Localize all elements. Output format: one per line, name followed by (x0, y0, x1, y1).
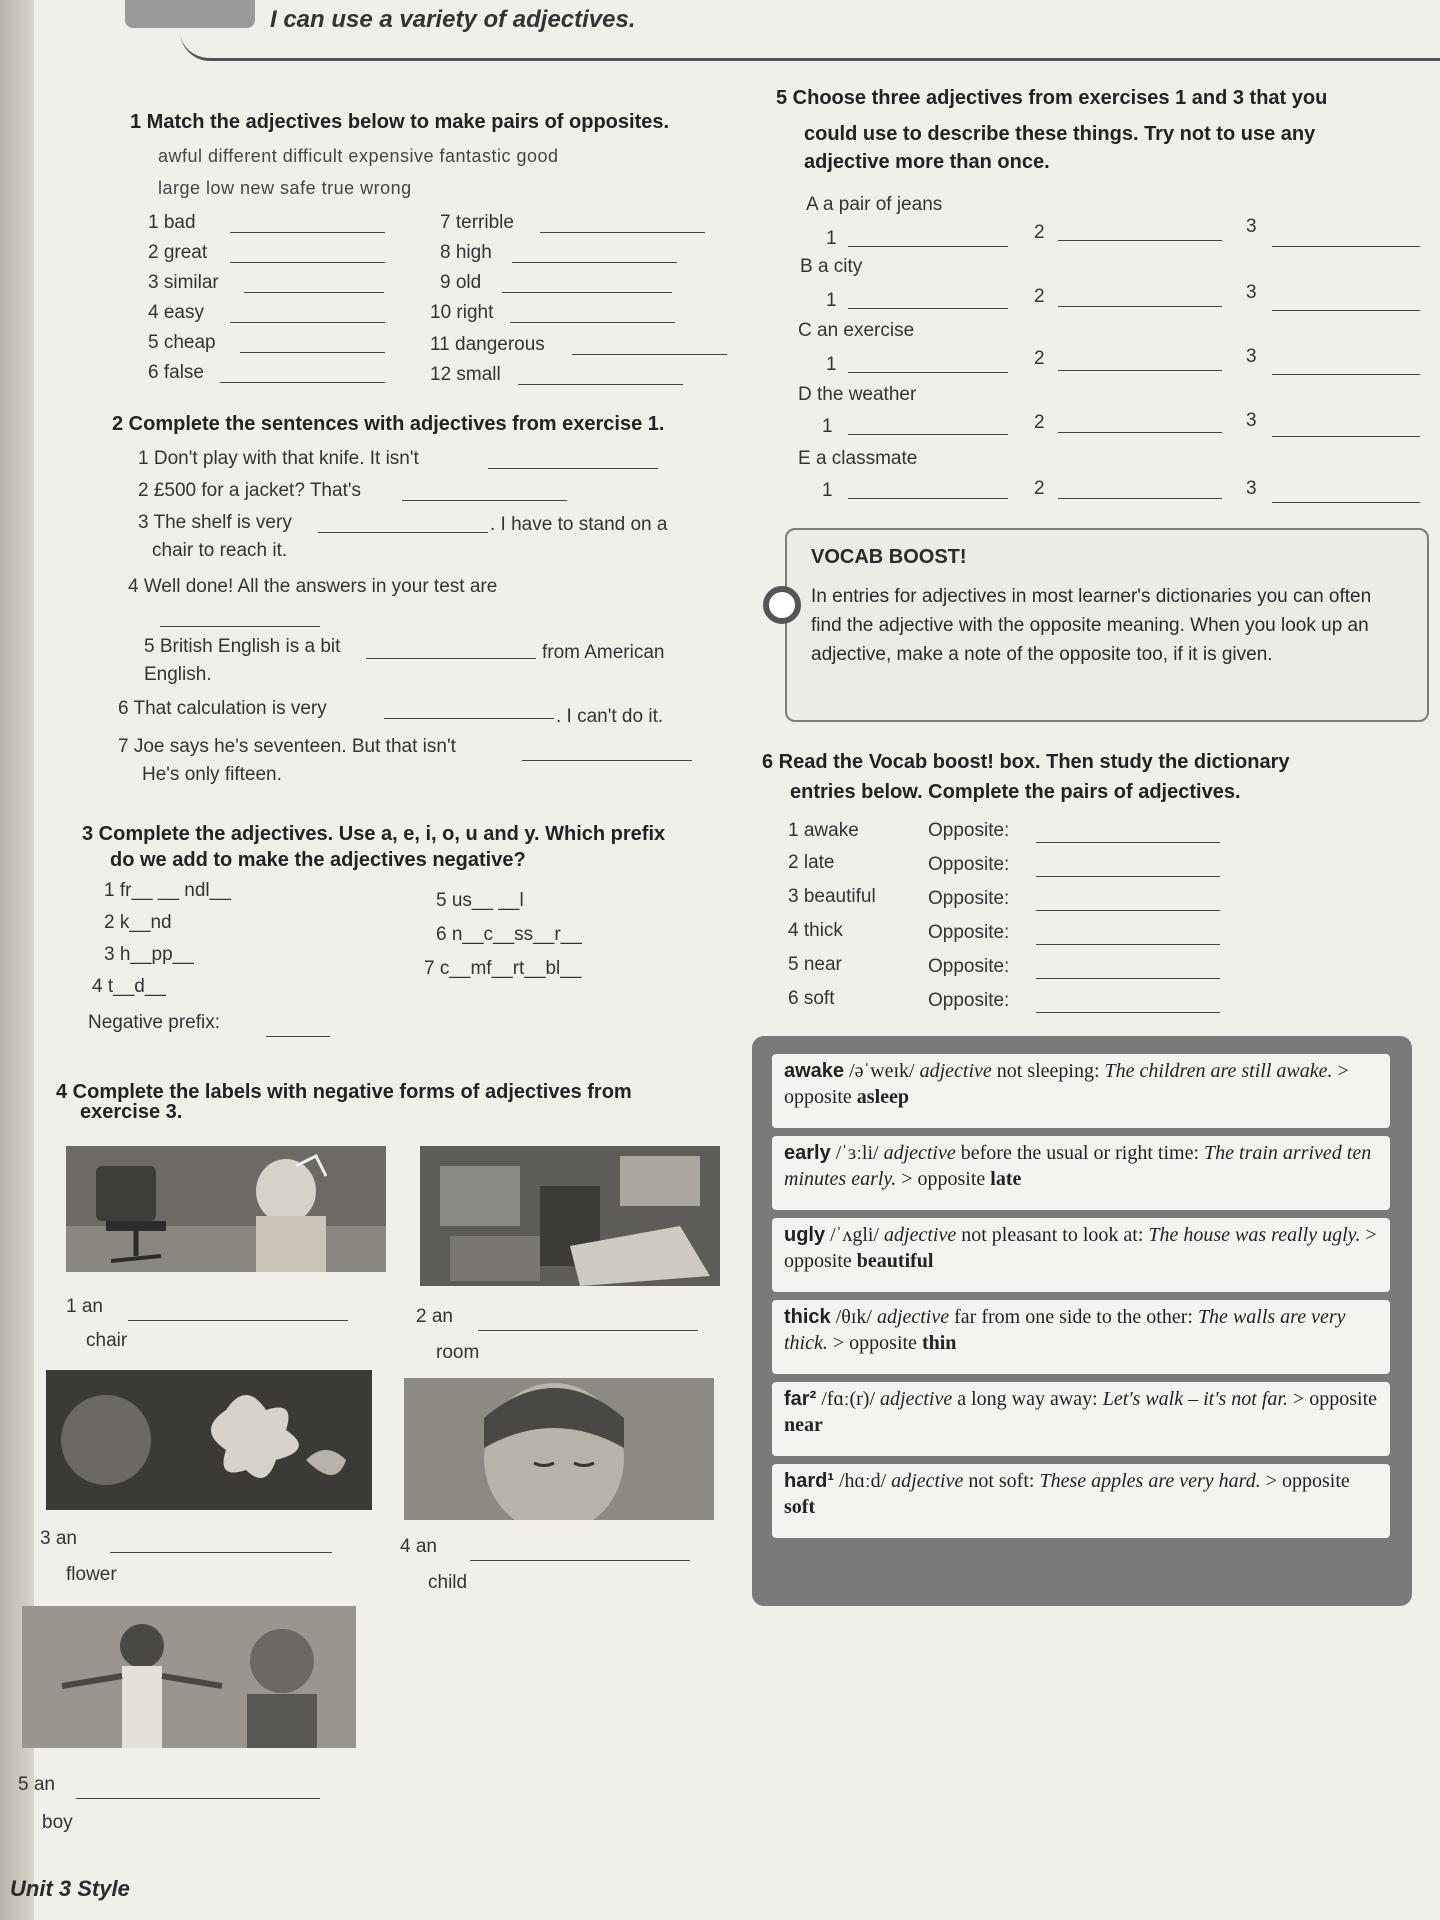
page-objective: I can use a variety of adjectives. (270, 6, 636, 33)
ex5-heading-cont: adjective more than once. (804, 151, 1050, 173)
ex1-item: 2 great (148, 242, 208, 263)
ex2-answer-line[interactable] (488, 468, 658, 469)
ex2-sentence: 5 British English is a bit (144, 636, 341, 657)
ex6-item: 6 soft (788, 988, 835, 1009)
ex4-label-1-noun: chair (86, 1330, 128, 1351)
ex5-number: 1 (822, 480, 833, 501)
ex6-heading: 6 Read the Vocab boost! box. Then study the dictionary (762, 751, 1290, 773)
ex1-answer-line[interactable] (220, 382, 385, 383)
ex3-word[interactable]: 6 n__c__ss__r__ (436, 924, 582, 945)
ex1-answer-line[interactable] (230, 232, 385, 233)
picture-chair (66, 1146, 386, 1272)
ex1-item: 10 right (430, 302, 494, 323)
ex5-number: 3 (1246, 478, 1257, 499)
ex5-heading: 5 Choose three adjectives from exercises 1 and 3 that you (776, 87, 1328, 109)
ex3-heading-cont: do we add to make the adjectives negative? (110, 849, 526, 871)
ex3-word[interactable]: 7 c__mf__rt__bl__ (424, 958, 582, 979)
ex6-heading-cont: entries below. Complete the pairs of adjectives. (790, 781, 1241, 803)
ex2-sentence: 4 Well done! All the answers in your test are (128, 576, 498, 597)
ex2-sentence-cont: from American (542, 642, 665, 663)
ex3-word[interactable]: 1 fr__ __ ndl__ (104, 880, 231, 901)
ex4-label-2: 2 an (416, 1306, 453, 1327)
ex2-sentence-cont: . I have to stand on a (490, 514, 668, 535)
ex3-word[interactable]: 5 us__ __l (436, 890, 524, 911)
ex5-heading-cont: could use to describe these things. Try not to use any (804, 123, 1316, 145)
ex1-answer-line[interactable] (230, 262, 385, 263)
ex5-number: 2 (1034, 286, 1045, 307)
ex4-heading: 4 Complete the labels with negative forms of adjectives from (56, 1081, 632, 1103)
ex2-answer-line[interactable] (384, 718, 554, 719)
ex6-opposite-label: Opposite: (928, 990, 1010, 1011)
ex5-answer-line[interactable] (1272, 374, 1420, 375)
ex5-number: 1 (826, 290, 837, 311)
ex4-answer-line[interactable] (110, 1552, 332, 1553)
ex5-answer-line[interactable] (1272, 310, 1420, 311)
ex4-answer-line[interactable] (470, 1560, 690, 1561)
ex2-sentence-cont: . I can't do it. (556, 706, 664, 727)
ex6-item: 1 awake (788, 820, 859, 841)
ex5-answer-line[interactable] (1058, 370, 1222, 371)
ex5-answer-line[interactable] (848, 246, 1008, 247)
vocab-boost-text: In entries for adjectives in most learner's dictionaries you can often find the adjective with the opposite meaning. When you look up an adjective, make a note of the opposite too, if it is given. (811, 586, 1372, 665)
ex2-answer-line[interactable] (366, 658, 536, 659)
ex2-answer-line[interactable] (522, 760, 692, 761)
ex2-answer-line[interactable] (402, 500, 567, 501)
ex3-word[interactable]: 4 t__d__ (92, 976, 166, 997)
ex1-answer-line[interactable] (540, 232, 705, 233)
ex1-answer-line[interactable] (244, 292, 384, 293)
picture-child (404, 1378, 714, 1520)
ex1-answer-line[interactable] (518, 384, 683, 385)
ex1-item: 5 cheap (148, 332, 216, 353)
ex2-sentence-cont: chair to reach it. (152, 540, 288, 561)
unit-footer: Unit 3 Style (10, 1876, 130, 1901)
ex5-thing: D the weather (798, 384, 917, 405)
ex1-item: 12 small (430, 364, 501, 385)
ex4-heading-cont: exercise 3. (80, 1101, 183, 1123)
ex4-label-4: 4 an (400, 1536, 437, 1557)
ex6-item: 5 near (788, 954, 842, 975)
ex5-answer-line[interactable] (1272, 246, 1420, 247)
ex5-number: 1 (822, 416, 833, 437)
ex6-item: 4 thick (788, 920, 843, 941)
ex1-item: 4 easy (148, 302, 204, 323)
ex1-item: 11 dangerous (430, 334, 545, 355)
ex1-answer-line[interactable] (230, 322, 385, 323)
ex5-number: 3 (1246, 410, 1257, 431)
picture-flower (46, 1370, 372, 1510)
ex2-answer-line[interactable] (318, 532, 488, 533)
ex1-answer-line[interactable] (512, 262, 677, 263)
ex2-sentence: 6 That calculation is very (118, 698, 327, 719)
dictionary-entry: ugly /ˈʌgli/ adjective not pleasant to look at: The house was really ugly. > opposite beautiful (772, 1218, 1390, 1292)
dictionary-entry: awake /əˈweɪk/ adjective not sleeping: The children are still awake. > opposite asleep (772, 1054, 1390, 1128)
ex1-wordlist-1: awful different difficult expensive fantastic good (158, 146, 559, 166)
ex5-number: 1 (826, 354, 837, 375)
ex4-answer-line[interactable] (76, 1798, 320, 1799)
ex1-answer-line[interactable] (240, 352, 385, 353)
ex4-label-4-noun: child (428, 1572, 468, 1593)
ex1-item: 1 bad (148, 212, 196, 233)
ex5-number: 2 (1034, 222, 1045, 243)
ex2-sentence: 1 Don't play with that knife. It isn't (138, 448, 419, 469)
ex2-sentence: 7 Joe says he's seventeen. But that isn't (118, 736, 456, 757)
ex3-word[interactable]: 2 k__nd (104, 912, 172, 933)
ex6-opposite-label: Opposite: (928, 922, 1010, 943)
ex2-answer-line[interactable] (160, 626, 320, 627)
ex5-thing: C an exercise (798, 320, 915, 341)
ex3-heading: 3 Complete the adjectives. Use a, e, i, o, u and y. Which prefix (82, 823, 666, 845)
lightbulb-icon (763, 586, 801, 624)
ex4-label-5-noun: boy (42, 1812, 73, 1833)
ex5-answer-line[interactable] (1058, 498, 1222, 499)
ex1-item: 6 false (148, 362, 204, 383)
ex6-item: 2 late (788, 852, 835, 873)
ex6-answer-line[interactable] (1036, 978, 1220, 979)
ex5-number: 3 (1246, 216, 1257, 237)
ex5-number: 2 (1034, 478, 1045, 499)
ex5-number: 1 (826, 228, 837, 249)
ex4-answer-line[interactable] (128, 1320, 348, 1321)
ex5-answer-line[interactable] (848, 434, 1008, 435)
ex2-sentence-cont: English. (144, 664, 212, 685)
ex2-sentence-cont: He's only fifteen. (142, 764, 282, 785)
ex1-heading: 1 Match the adjectives below to make pairs of opposites. (130, 111, 670, 133)
ex2-heading: 2 Complete the sentences with adjectives from exercise 1. (112, 413, 665, 435)
dictionary-panel (752, 1036, 1412, 1606)
ex4-label-2-noun: room (436, 1342, 480, 1363)
vocab-boost-title: VOCAB BOOST! (811, 546, 967, 568)
ex4-label-1: 1 an (66, 1296, 103, 1317)
dictionary-entry: thick /θɪk/ adjective far from one side to the other: The walls are very thick. > opposite thin (772, 1300, 1390, 1374)
ex6-opposite-label: Opposite: (928, 956, 1010, 977)
ex3-word[interactable]: 3 h__pp__ (104, 944, 194, 965)
ex3-prefix-line[interactable] (266, 1036, 330, 1037)
ex4-label-3-noun: flower (66, 1564, 117, 1585)
ex2-sentence: 2 £500 for a jacket? That's (138, 480, 361, 501)
picture-room (420, 1146, 720, 1286)
ex6-answer-line[interactable] (1036, 944, 1220, 945)
ex1-item: 7 terrible (440, 212, 514, 233)
ex4-label-5: 5 an (18, 1774, 55, 1795)
ex5-answer-line[interactable] (848, 308, 1008, 309)
ex2-sentence: 3 The shelf is very (138, 512, 292, 533)
ex1-item: 3 similar (148, 272, 219, 293)
ex1-item: 8 high (440, 242, 492, 263)
dictionary-entry: early /ˈɜːli/ adjective before the usual or right time: The train arrived ten minutes early. > opposite late (772, 1136, 1390, 1210)
ex1-item: 9 old (440, 272, 482, 293)
picture-boy (22, 1606, 356, 1748)
ex5-number: 3 (1246, 282, 1257, 303)
ex6-opposite-label: Opposite: (928, 854, 1010, 875)
ex5-answer-line[interactable] (1058, 432, 1222, 433)
ex5-answer-line[interactable] (1058, 306, 1222, 307)
dictionary-entry: far² /fɑː(r)/ adjective a long way away: Let's walk – it's not far. > opposite near (772, 1382, 1390, 1456)
ex5-answer-line[interactable] (848, 498, 1008, 499)
header-tab (125, 0, 255, 28)
ex1-wordlist-2: large low new safe true wrong (158, 178, 412, 198)
ex5-answer-line[interactable] (1058, 240, 1222, 241)
ex6-opposite-label: Opposite: (928, 820, 1010, 841)
ex5-number: 2 (1034, 412, 1045, 433)
ex6-answer-line[interactable] (1036, 842, 1220, 843)
ex6-answer-line[interactable] (1036, 1012, 1220, 1013)
ex5-thing: B a city (800, 256, 863, 277)
ex6-item: 3 beautiful (788, 886, 876, 907)
dictionary-entry: hard¹ /hɑːd/ adjective not soft: These apples are very hard. > opposite soft (772, 1464, 1390, 1538)
ex1-answer-line[interactable] (572, 354, 727, 355)
ex5-answer-line[interactable] (1272, 436, 1420, 437)
ex5-number: 2 (1034, 348, 1045, 369)
ex1-answer-line[interactable] (502, 292, 672, 293)
ex6-opposite-label: Opposite: (928, 888, 1010, 909)
ex1-answer-line[interactable] (510, 322, 675, 323)
ex3-negative-prefix: Negative prefix: (88, 1012, 221, 1033)
ex4-label-3: 3 an (40, 1528, 77, 1549)
ex5-number: 3 (1246, 346, 1257, 367)
ex5-answer-line[interactable] (1272, 502, 1420, 503)
ex4-answer-line[interactable] (478, 1330, 698, 1331)
ex5-answer-line[interactable] (848, 372, 1008, 373)
ex6-answer-line[interactable] (1036, 876, 1220, 877)
ex5-thing: A a pair of jeans (806, 194, 943, 215)
ex6-answer-line[interactable] (1036, 910, 1220, 911)
ex5-thing: E a classmate (798, 448, 918, 469)
vocab-boost-box (785, 528, 1429, 722)
